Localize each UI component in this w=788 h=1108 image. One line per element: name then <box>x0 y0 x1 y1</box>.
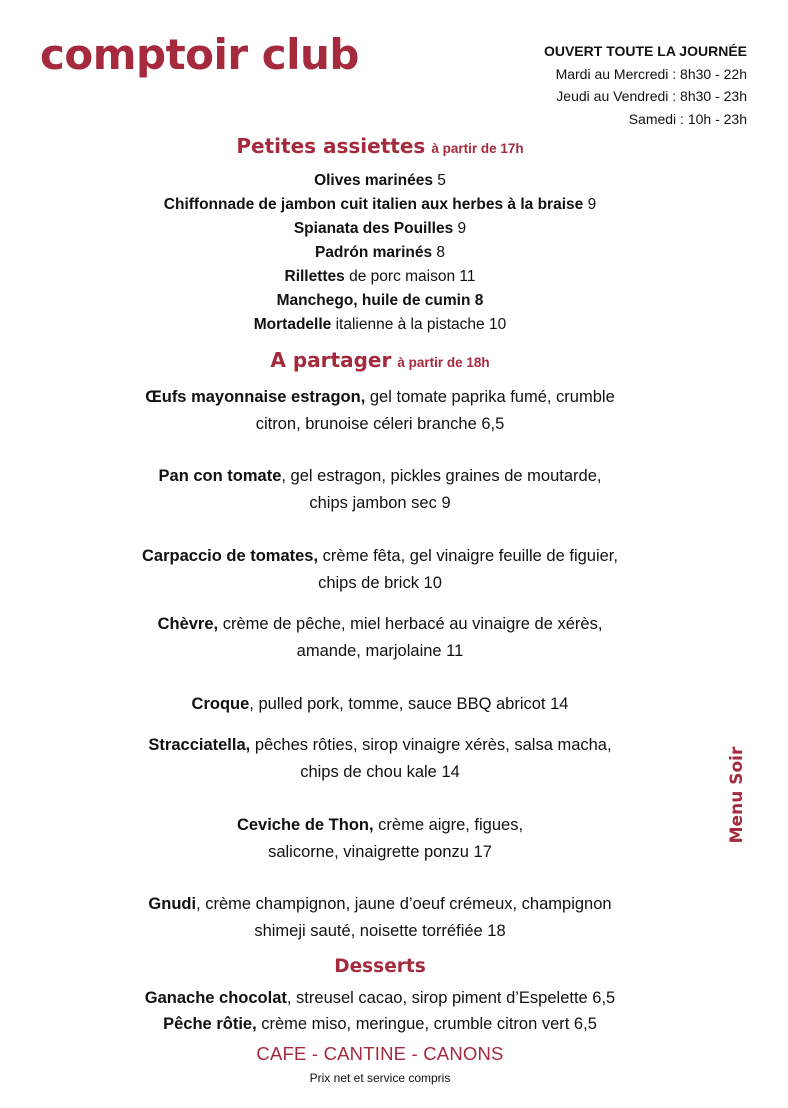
menu-soir-label: Menu Soir <box>727 746 747 844</box>
list-item: Pêche rôtie, crème miso, meringue, crumble citron vert 6,5 <box>163 1015 597 1033</box>
list-item: Chèvre, crème de pêche, miel herbacé au vinaigre de xérès, amande, marjolaine 11 <box>157 615 603 660</box>
section-heading: Petites assiettes <box>236 134 426 158</box>
list-item: Rillettes de porc maison 11 <box>284 268 476 285</box>
list-item: Ceviche de Thon, crème aigre, figues, salicorne, vinaigrette ponzu 17 <box>236 816 524 861</box>
list-item: Chiffonnade de jambon cuit italien aux herbes à la braise 9 <box>163 196 597 213</box>
list-item: Gnudi, crème champignon, jaune d’oeuf crémeux, champignon shimeji sauté, noisette torréfiée 18 <box>148 895 612 940</box>
hours-line: Jeudi au Vendredi : 8h30 - 23h <box>556 88 747 104</box>
section-heading: A partager <box>270 348 392 372</box>
footer-tagline: CAFE - CANTINE - CANONS <box>256 1043 504 1064</box>
footer-note: Prix net et service compris <box>309 1071 451 1085</box>
list-item: Manchego, huile de cumin 8 <box>276 292 484 309</box>
section-subtitle: à partir de 17h <box>431 141 524 156</box>
list-item: Stracciatella, pêches rôties, sirop vinaigre xérès, salsa macha, chips de chou kale 14 <box>148 736 612 781</box>
section-heading: Desserts <box>334 956 426 977</box>
list-item: Œufs mayonnaise estragon, gel tomate paprika fumé, crumble citron, brunoise céleri branche 6,5 <box>145 388 615 433</box>
opening-hours <box>544 40 747 130</box>
petites-assiettes-list <box>80 169 680 337</box>
section-title-a-partager <box>80 348 680 372</box>
list-item: Mortadelle italienne à la pistache 10 <box>253 316 507 333</box>
brand-title: comptoir club <box>40 30 359 79</box>
list-item: Padrón marinés 8 <box>314 244 446 261</box>
list-item: Croque, pulled pork, tomme, sauce BBQ abricot 14 <box>191 695 569 713</box>
section-subtitle: à partir de 18h <box>397 355 490 370</box>
list-item: Pan con tomate, gel estragon, pickles graines de moutarde, chips jambon sec 9 <box>158 467 602 512</box>
list-item: Olives marinées 5 <box>314 172 446 189</box>
section-title-petites-assiettes <box>80 134 680 158</box>
hours-line: Samedi : 10h - 23h <box>628 110 747 127</box>
list-item: Ganache chocolat, streusel cacao, sirop piment d’Espelette 6,5 <box>144 989 616 1007</box>
hours-line: Mardi au Mercredi : 8h30 - 22h <box>555 65 747 82</box>
hours-title: OUVERT TOUTE LA JOURNÉE <box>543 43 747 59</box>
section-title-desserts <box>80 956 680 977</box>
list-item: Spianata des Pouilles 9 <box>293 220 467 237</box>
list-item: Carpaccio de tomates, crème fêta, gel vinaigre feuille de figuier, chips de brick 10 <box>142 547 618 592</box>
